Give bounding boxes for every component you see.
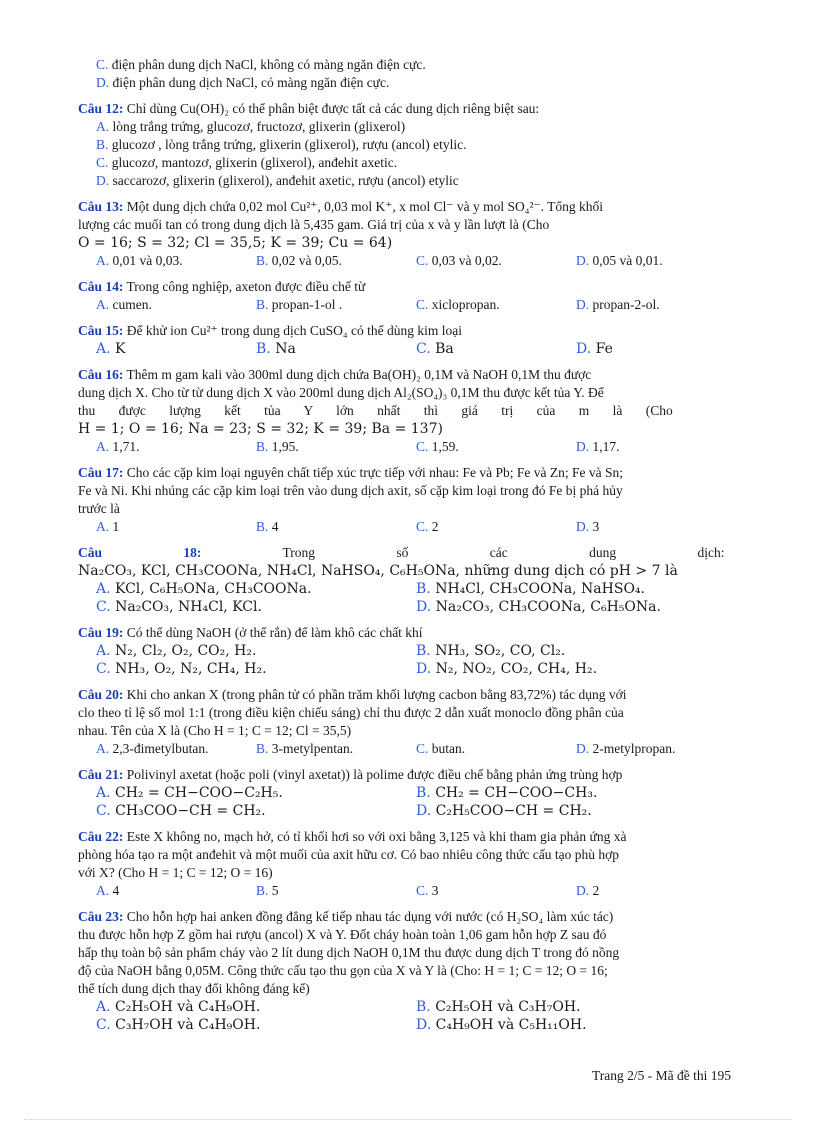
option-label: B. xyxy=(256,519,269,534)
q15-options xyxy=(78,340,750,358)
q19-option-d xyxy=(416,660,597,678)
q16-stem-cont: dung dịch X. Cho từ từ dung dịch X vào 200ml dung dịch Al₂(SO₄)₃ 0,1M thu được kết tủa Y. Để xyxy=(78,385,604,400)
question-stem: Cho hỗn hợp hai anken đồng đẳng kế tiếp nhau tác dụng với nước (có H₂SO₄ làm xúc tác) xyxy=(126,909,614,924)
q18-option-d xyxy=(416,598,661,616)
option-label: A. xyxy=(96,519,110,534)
q20-option-c xyxy=(416,740,465,758)
page-bottom-divider xyxy=(24,1119,792,1120)
option-text: 3-metylpentan. xyxy=(271,741,354,756)
option-text: 2 xyxy=(431,519,439,534)
q13-options xyxy=(78,252,750,270)
question-number: Câu 14: xyxy=(78,279,124,294)
option-label: D. xyxy=(416,1017,432,1033)
q12-option-c xyxy=(78,154,750,172)
question-number: Câu 20: xyxy=(78,687,124,702)
option-text: K xyxy=(115,341,126,357)
q23-options-ab xyxy=(78,998,750,1016)
option-label: C. xyxy=(96,803,111,819)
q23-stem-cont: thu được hỗn hợp Z gồm hai rượu (ancol) X và Y. Đốt cháy hoàn toàn 1,06 gam hỗn hợp Z sau đó xyxy=(78,927,607,942)
option-text: 4 xyxy=(271,519,279,534)
option-text: CH₂ = CH−COO−C₂H₅. xyxy=(115,785,283,801)
q23-stem-cont4: thể tích dung dịch thay đổi không đáng kể) xyxy=(78,981,310,996)
q19-option-a xyxy=(96,642,256,660)
option-text: NH₃, O₂, N₂, CH₄, H₂. xyxy=(115,661,267,677)
question-stem: Trong số các dung dịch: xyxy=(282,545,725,560)
q20-option-d xyxy=(576,740,675,758)
q12-option-b xyxy=(78,136,750,154)
option-label: B. xyxy=(256,253,269,268)
q17-stem-cont2: trước là xyxy=(78,501,120,516)
option-text: 0,01 và 0,03. xyxy=(112,253,183,268)
question-number: Câu 12: xyxy=(78,101,124,116)
q21-stem xyxy=(78,766,750,784)
option-text: NH₃, SO₂, CO, Cl₂. xyxy=(435,643,566,659)
option-text: cumen. xyxy=(112,297,152,312)
q18-stem xyxy=(78,544,750,562)
q14-option-b xyxy=(256,296,342,314)
option-label: B. xyxy=(256,341,271,357)
question-stem: Chỉ dùng Cu(OH)₂ có thể phân biệt được tất cả các dung dịch riêng biệt sau: xyxy=(126,101,540,116)
option-label: B. xyxy=(416,999,431,1015)
option-text: CH₃COO−CH = CH₂. xyxy=(115,803,266,819)
q13-option-d xyxy=(576,252,663,270)
q22-option-a xyxy=(96,882,119,900)
option-label: C. xyxy=(416,439,429,454)
q17-option-c xyxy=(416,518,439,536)
option-text: 4 xyxy=(112,883,120,898)
option-label: C. xyxy=(416,741,429,756)
option-text: 3 xyxy=(592,519,600,534)
option-text: CH₂ = CH−COO−CH₃. xyxy=(435,785,598,801)
q17-option-d xyxy=(576,518,599,536)
q18-options-ab xyxy=(78,580,750,598)
option-text: C₂H₅COO−CH = CH₂. xyxy=(435,803,592,819)
question-stem: Cho các cặp kim loại nguyên chất tiếp xúc trực tiếp với nhau: Fe và Pb; Fe và Zn; Fe và Sn; xyxy=(126,465,623,480)
question-number: Câu 18: xyxy=(78,545,202,560)
option-label: B. xyxy=(256,883,269,898)
option-label: B. xyxy=(256,741,269,756)
option-text: Ba xyxy=(435,341,454,357)
option-text: C₄H₉OH và C₅H₁₁OH. xyxy=(435,1017,587,1033)
option-label: C. xyxy=(96,57,109,72)
q23-options-cd xyxy=(78,1016,750,1034)
q16-stem-cont2: thu được lượng kết tủa Y lớn nhất thì giá trị của m là (Cho xyxy=(78,403,673,418)
q12-stem xyxy=(78,100,750,118)
q13-stem xyxy=(78,198,750,216)
q17-options xyxy=(78,518,750,536)
q16-option-c xyxy=(416,438,459,456)
q15-option-b xyxy=(256,340,296,358)
option-text: 0,02 và 0,05. xyxy=(271,253,342,268)
q18-stem-cont: Na₂CO₃, KCl, CH₃COONa, NH₄Cl, NaHSO₄, C₆H₅ONa, những dung dịch có pH > 7 là xyxy=(78,563,678,579)
q15-option-d xyxy=(576,340,613,358)
q21-options-cd xyxy=(78,802,750,820)
q15-option-c xyxy=(416,340,454,358)
option-text: 1,71. xyxy=(112,439,140,454)
option-text: N₂, Cl₂, O₂, CO₂, H₂. xyxy=(115,643,257,659)
q22-options xyxy=(78,882,750,900)
option-text: điện phân dung dịch NaCl, không có màng ngăn điện cực. xyxy=(111,57,426,72)
q18-option-b xyxy=(416,580,645,598)
option-label: C. xyxy=(96,155,109,170)
option-label: A. xyxy=(96,439,110,454)
q18-option-a xyxy=(96,580,312,598)
q11-option-d xyxy=(78,74,750,92)
question-number: Câu 22: xyxy=(78,829,124,844)
q23-stem-cont3: độ của NaOH bằng 0,05M. Công thức cấu tạo thu gọn của X và Y là (Cho: H = 1; C = 12; O = 16; xyxy=(78,963,608,978)
option-label: D. xyxy=(576,341,592,357)
question-stem: Trong công nghiệp, axeton được điều chế từ xyxy=(126,279,366,294)
option-label: D. xyxy=(576,297,590,312)
question-number: Câu 23: xyxy=(78,909,124,924)
q21-options-ab xyxy=(78,784,750,802)
q20-stem-cont: clo theo tỉ lệ số mol 1:1 (trong điều kiện chiếu sáng) chỉ thu được 2 dẫn xuất monoclo đồng phân của xyxy=(78,705,624,720)
option-label: A. xyxy=(96,119,110,134)
question-stem: Một dung dịch chứa 0,02 mol Cu²⁺, 0,03 mol K⁺, x mol Cl⁻ và y mol SO₄²⁻. Tổng khối xyxy=(126,199,604,214)
q13-option-c xyxy=(416,252,502,270)
option-label: C. xyxy=(416,519,429,534)
q19-options-ab xyxy=(78,642,750,660)
q18-option-c xyxy=(96,598,262,616)
option-label: C. xyxy=(96,599,111,615)
option-label: B. xyxy=(416,581,431,597)
q19-options-cd xyxy=(78,660,750,678)
option-label: C. xyxy=(416,253,429,268)
option-label: C. xyxy=(96,661,111,677)
option-text: KCl, C₆H₅ONa, CH₃COONa. xyxy=(115,581,312,597)
option-text: C₂H₅OH và C₄H₉OH. xyxy=(115,999,261,1015)
q22-option-c xyxy=(416,882,439,900)
question-stem: Để khử ion Cu²⁺ trong dung dịch CuSO₄ có thể dùng kim loại xyxy=(126,323,462,338)
question-stem: Thêm m gam kali vào 300ml dung dịch chứa Ba(OH)₂ 0,1M và NaOH 0,1M thu được xyxy=(126,367,592,382)
q22-stem-cont2: với X? (Cho H = 1; C = 12; O = 16) xyxy=(78,865,273,880)
question-number: Câu 19: xyxy=(78,625,124,640)
option-text: xiclopropan. xyxy=(431,297,500,312)
page-footer: Trang 2/5 - Mã đề thi 195 xyxy=(592,1068,731,1083)
q16-option-d xyxy=(576,438,620,456)
q22-stem xyxy=(78,828,750,846)
option-label: B. xyxy=(416,643,431,659)
option-label: D. xyxy=(576,439,590,454)
option-text: 1,95. xyxy=(271,439,299,454)
q17-stem xyxy=(78,464,750,482)
option-text: glucozơ, mantozơ, glixerin (glixerol), anđehit axetic. xyxy=(111,155,398,170)
option-text: propan-1-ol . xyxy=(271,297,343,312)
option-text: 2,3-đimetylbutan. xyxy=(112,741,209,756)
option-label: B. xyxy=(256,439,269,454)
q11-option-c xyxy=(78,56,750,74)
option-text: 2 xyxy=(592,883,600,898)
q17-stem-cont: Fe và Ni. Khi nhúng các cặp kim loại trên vào dung dịch axit, số cặp kim loại trong đó Fe bị phá hủy xyxy=(78,483,623,498)
q19-option-c xyxy=(96,660,267,678)
q23-stem xyxy=(78,908,750,926)
q16-atomic-masses: H = 1; O = 16; Na = 23; S = 32; K = 39; Ba = 137) xyxy=(78,421,443,437)
option-label: A. xyxy=(96,297,110,312)
q15-option-a xyxy=(96,340,125,358)
q22-option-b xyxy=(256,882,279,900)
option-label: B. xyxy=(416,785,431,801)
option-text: Na₂CO₃, CH₃COONa, C₆H₅ONa. xyxy=(435,599,661,615)
option-label: C. xyxy=(416,883,429,898)
q13-option-b xyxy=(256,252,342,270)
question-number: Câu 21: xyxy=(78,767,124,782)
q16-option-a xyxy=(96,438,140,456)
option-label: D. xyxy=(416,803,432,819)
question-stem: Có thể dùng NaOH (ở thể rắn) để làm khô các chất khí xyxy=(126,625,423,640)
question-number: Câu 15: xyxy=(78,323,124,338)
q23-stem-cont2: hấp thụ toàn bộ sản phẩm cháy vào 2 lít dung dịch NaOH 0,1M thu được dung dịch T trong đó nồng xyxy=(78,945,620,960)
question-stem: Khi cho ankan X (trong phân tử có phần trăm khối lượng cacbon bằng 83,72%) tác dụng với xyxy=(126,687,627,702)
q23-option-a xyxy=(96,998,260,1016)
option-label: A. xyxy=(96,643,111,659)
option-label: B. xyxy=(96,137,109,152)
option-text: saccarozơ, glixerin (glixerol), anđehit axetic, rượu (ancol) etylic xyxy=(112,173,459,188)
q23-option-b xyxy=(416,998,580,1016)
q21-option-b xyxy=(416,784,597,802)
q14-option-d xyxy=(576,296,660,314)
option-text: 3 xyxy=(431,883,439,898)
option-label: A. xyxy=(96,741,110,756)
option-text: 5 xyxy=(271,883,279,898)
option-text: 1,59. xyxy=(431,439,459,454)
option-label: D. xyxy=(576,253,590,268)
option-text: Na₂CO₃, NH₄Cl, KCl. xyxy=(115,599,262,615)
q20-option-a xyxy=(96,740,208,758)
q18-options-cd xyxy=(78,598,750,616)
option-text: Fe xyxy=(595,341,613,357)
question-number: Câu 17: xyxy=(78,465,124,480)
q17-option-a xyxy=(96,518,119,536)
option-label: C. xyxy=(416,341,431,357)
option-text: 0,03 và 0,02. xyxy=(431,253,502,268)
q21-option-c xyxy=(96,802,266,820)
option-label: D. xyxy=(416,599,432,615)
option-text: 1 xyxy=(112,519,120,534)
q13-option-a xyxy=(96,252,183,270)
q14-option-c xyxy=(416,296,500,314)
q22-option-d xyxy=(576,882,599,900)
exam-page xyxy=(78,56,750,1034)
option-text: 0,05 và 0,01. xyxy=(592,253,663,268)
option-text: N₂, NO₂, CO₂, CH₄, H₂. xyxy=(435,661,598,677)
option-label: D. xyxy=(576,883,590,898)
option-label: A. xyxy=(96,341,111,357)
option-label: B. xyxy=(256,297,269,312)
option-text: glucozơ , lòng trắng trứng, glixerin (glixerol), rượu (ancol) etylic. xyxy=(111,137,467,152)
option-label: A. xyxy=(96,999,111,1015)
option-text: C₃H₇OH và C₄H₉OH. xyxy=(115,1017,261,1033)
option-text: Na xyxy=(275,341,296,357)
q16-options xyxy=(78,438,750,456)
q13-stem-cont: lượng các muối tan có trong dung dịch là 5,435 gam. Giá trị của x và y lần lượt là (Cho xyxy=(78,217,550,232)
q12-option-d xyxy=(78,172,750,190)
q14-options xyxy=(78,296,750,314)
q13-atomic-masses: O = 16; S = 32; Cl = 35,5; K = 39; Cu = 64) xyxy=(78,235,393,251)
q12-option-a xyxy=(78,118,750,136)
q23-option-d xyxy=(416,1016,587,1034)
option-label: D. xyxy=(576,741,590,756)
question-number: Câu 16: xyxy=(78,367,124,382)
option-label: D. xyxy=(416,661,432,677)
option-label: A. xyxy=(96,785,111,801)
option-text: butan. xyxy=(431,741,466,756)
option-label: D. xyxy=(96,75,110,90)
option-label: C. xyxy=(416,297,429,312)
q17-option-b xyxy=(256,518,279,536)
option-label: D. xyxy=(96,173,110,188)
option-label: D. xyxy=(576,519,590,534)
option-label: A. xyxy=(96,581,111,597)
q20-stem-cont2: nhau. Tên của X là (Cho H = 1; C = 12; Cl = 35,5) xyxy=(78,723,352,738)
option-text: lòng trắng trứng, glucozơ, fructozơ, glixerin (glixerol) xyxy=(112,119,406,134)
q21-option-a xyxy=(96,784,283,802)
q21-option-d xyxy=(416,802,592,820)
option-label: A. xyxy=(96,883,110,898)
option-text: NH₄Cl, CH₃COONa, NaHSO₄. xyxy=(435,581,645,597)
q15-stem xyxy=(78,322,750,340)
question-stem: Este X không no, mạch hở, có tỉ khối hơi so với oxi bằng 3,125 và khi tham gia phản ứng xà xyxy=(126,829,627,844)
q19-option-b xyxy=(416,642,565,660)
option-text: propan-2-ol. xyxy=(592,297,660,312)
q20-stem xyxy=(78,686,750,704)
option-label: A. xyxy=(96,253,110,268)
option-text: C₂H₅OH và C₃H₇OH. xyxy=(435,999,581,1015)
option-label: C. xyxy=(96,1017,111,1033)
q22-stem-cont: phòng hóa tạo ra một anđehit và một muối của axit hữu cơ. Có bao nhiêu công thức cấu tạo phù hợp xyxy=(78,847,620,862)
q20-option-b xyxy=(256,740,353,758)
q14-option-a xyxy=(96,296,152,314)
question-stem: Polivinyl axetat (hoặc poli (vinyl axetat)) là polime được điều chế bằng phản ứng trùng hợp xyxy=(126,767,623,782)
q20-options xyxy=(78,740,750,758)
option-text: điện phân dung dịch NaCl, có màng ngăn điện cực. xyxy=(112,75,390,90)
option-text: 2-metylpropan. xyxy=(592,741,676,756)
q16-stem xyxy=(78,366,750,384)
q16-option-b xyxy=(256,438,299,456)
q19-stem xyxy=(78,624,750,642)
q14-stem xyxy=(78,278,750,296)
q23-option-c xyxy=(96,1016,260,1034)
option-text: 1,17. xyxy=(592,439,620,454)
question-number: Câu 13: xyxy=(78,199,124,214)
